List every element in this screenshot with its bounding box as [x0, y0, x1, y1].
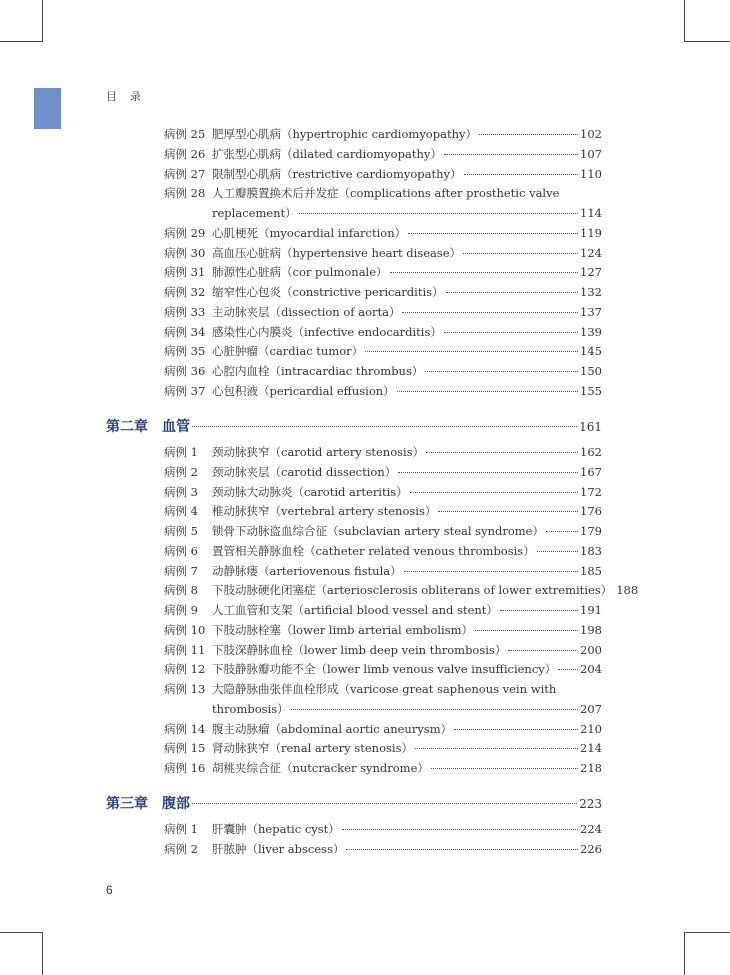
toc-entry[interactable]	[164, 484, 602, 504]
crop-mark-bottom-right-v	[684, 932, 685, 975]
case-number: 病例 4	[164, 504, 198, 519]
toc-entry[interactable]	[164, 304, 602, 324]
dot-leader	[291, 709, 578, 710]
dot-leader	[426, 452, 578, 453]
case-number: 病例 32	[164, 285, 206, 299]
dot-leader	[446, 292, 579, 293]
case-title: 感染性心内膜炎（infective endocarditis）	[212, 324, 442, 339]
toc-entry[interactable]	[164, 543, 602, 563]
dot-leader	[479, 134, 578, 135]
toc-entry[interactable]	[164, 166, 602, 186]
chapter-number: 第三章	[106, 796, 148, 812]
case-number: 病例 35	[164, 344, 206, 359]
case-title: 缩窄性心包炎（constrictive pericarditis）	[212, 285, 444, 299]
case-title: 椎动脉狭窄（vertebral artery stenosis）	[212, 504, 437, 519]
page-ref: 155	[580, 383, 602, 398]
page-ref: 145	[580, 344, 602, 359]
page-ref: 137	[580, 304, 602, 319]
case-title-continued: replacement）	[212, 206, 297, 221]
case-title: 限制型心肌病（restrictive cardiomyopathy）	[212, 166, 462, 181]
section-tab-marker	[34, 88, 61, 129]
dot-leader	[408, 233, 578, 234]
case-title: 肾动脉狭窄（renal artery stenosis）	[212, 741, 413, 756]
case-number: 病例 2	[164, 841, 198, 856]
case-number: 病例 14	[164, 721, 206, 736]
page-ref: 218	[580, 761, 602, 775]
toc-entry[interactable]	[164, 343, 602, 363]
crop-mark-bottom-right-h	[684, 932, 730, 933]
case-title: 下肢动脉栓塞（lower limb arterial embolism）	[212, 622, 473, 637]
toc-entry[interactable]	[164, 523, 602, 543]
case-number: 病例 6	[164, 543, 198, 558]
case-title: 肝脓肿（liver abscess）	[212, 841, 345, 856]
chapter-page-ref: 161	[579, 420, 602, 434]
case-title: 心包积液（pericardial effusion）	[212, 383, 395, 398]
case-number: 病例 31	[164, 265, 206, 280]
toc-entry[interactable]	[164, 563, 602, 583]
toc-entry[interactable]	[164, 681, 602, 721]
toc-entry[interactable]	[164, 760, 602, 780]
case-number: 病例 1	[164, 822, 198, 836]
toc-entry[interactable]	[164, 642, 602, 662]
dot-leader	[192, 803, 577, 804]
case-title: 颈动脉夹层（carotid dissection）	[212, 464, 397, 479]
toc-entry[interactable]	[164, 464, 602, 484]
case-number: 病例 37	[164, 383, 206, 398]
page-number: 6	[106, 883, 113, 897]
case-title: 主动脉夹层（dissection of aorta）	[212, 304, 401, 319]
dot-leader	[415, 748, 578, 749]
page-ref: 200	[580, 642, 602, 657]
toc-entry[interactable]	[164, 264, 602, 284]
dot-leader	[398, 472, 578, 473]
dot-leader	[404, 571, 578, 572]
page-ref: 185	[580, 563, 602, 578]
chapter-heading[interactable]	[106, 793, 602, 813]
page-ref: 172	[580, 484, 602, 499]
case-title: 动静脉瘘（arteriovenous fistula）	[212, 563, 402, 578]
page-ref: 110	[580, 166, 602, 181]
case-title: 心肌梗死（myocardial infarction）	[212, 225, 407, 240]
dot-leader	[299, 213, 578, 214]
page-ref: 183	[580, 543, 602, 558]
toc-entry[interactable]	[164, 582, 639, 602]
crop-mark-top-left-h	[0, 41, 42, 42]
case-title: 高血压心脏病（hypertensive heart disease）	[212, 245, 462, 260]
case-number: 病例 10	[164, 622, 206, 637]
dot-leader	[508, 650, 578, 651]
case-title: 下肢动脉硬化闭塞症（arteriosclerosis obliterans of lower extremities）	[212, 583, 613, 598]
dot-leader	[500, 610, 578, 611]
case-number: 病例 7	[164, 563, 198, 578]
page-ref: 114	[580, 206, 602, 221]
page-ref: 207	[580, 702, 602, 716]
case-number: 病例 5	[164, 524, 198, 538]
case-number: 病例 12	[164, 662, 206, 677]
chapter-title: 腹部	[162, 796, 190, 812]
dot-leader	[192, 426, 577, 427]
case-number: 病例 8	[164, 583, 198, 598]
case-number: 病例 26	[164, 146, 206, 161]
dot-leader	[454, 729, 578, 730]
page-ref: 214	[580, 741, 602, 756]
page-ref: 167	[580, 464, 602, 479]
dot-leader	[365, 351, 578, 352]
case-number: 病例 36	[164, 364, 206, 378]
dot-leader	[342, 829, 578, 830]
page-ref: 198	[580, 622, 602, 637]
toc-entry[interactable]	[164, 383, 602, 403]
toc-entry[interactable]	[164, 622, 602, 642]
case-title: 扩张型心肌病（dilated cardiomyopathy）	[212, 146, 442, 161]
toc-entry[interactable]	[164, 284, 602, 304]
dot-leader	[546, 531, 578, 532]
case-number: 病例 3	[164, 484, 198, 499]
page-ref: 226	[580, 841, 602, 856]
page-ref: 188	[616, 583, 639, 598]
crop-mark-top-right-h	[684, 41, 730, 42]
case-number: 病例 25	[164, 127, 206, 141]
toc-entry[interactable]	[164, 444, 602, 464]
case-number: 病例 27	[164, 166, 206, 181]
toc-entry[interactable]	[164, 841, 602, 861]
page-ref: 176	[580, 504, 602, 519]
toc-entry[interactable]	[164, 245, 602, 265]
crop-mark-bottom-left-v	[42, 932, 43, 975]
case-number: 病例 13	[164, 682, 206, 696]
case-title: 人工瓣膜置换术后并发症（complications after prosthetic valve	[212, 186, 560, 201]
case-title: 置管相关静脉血栓（catheter related venous thrombosis）	[212, 543, 535, 558]
case-title: 腹主动脉瘤（abdominal aortic aneurysm）	[212, 721, 453, 736]
dot-leader	[444, 154, 578, 155]
chapter-number: 第二章	[106, 419, 148, 435]
page-ref: 132	[580, 285, 602, 299]
dot-leader	[464, 174, 579, 175]
toc-entry[interactable]	[164, 363, 602, 383]
page-ref: 210	[580, 721, 602, 736]
page-ref: 139	[580, 324, 602, 339]
case-number: 病例 34	[164, 324, 206, 339]
case-title-continued: thrombosis）	[212, 702, 289, 716]
page-ref: 150	[580, 364, 602, 378]
toc-entry[interactable]	[164, 602, 602, 622]
dot-leader	[558, 669, 578, 670]
case-number: 病例 15	[164, 741, 206, 756]
page-ref: 102	[580, 127, 602, 141]
page-ref: 204	[580, 662, 602, 677]
case-title: 下肢深静脉血栓（lower limb deep vein thrombosis）	[212, 642, 507, 657]
case-number: 病例 33	[164, 304, 206, 319]
page-ref: 224	[580, 822, 602, 836]
dot-leader	[390, 272, 579, 273]
toc-entry[interactable]	[164, 146, 602, 166]
case-number: 病例 29	[164, 225, 206, 240]
toc-entry[interactable]	[164, 503, 602, 523]
page-ref: 107	[580, 146, 602, 161]
case-number: 病例 2	[164, 464, 198, 479]
toc-entry[interactable]	[164, 324, 602, 344]
dot-leader	[425, 371, 578, 372]
toc-entry[interactable]	[164, 740, 602, 760]
case-title: 颈动脉狭窄（carotid artery stenosis）	[212, 445, 425, 459]
case-number: 病例 28	[164, 186, 206, 201]
page-ref: 162	[580, 445, 602, 459]
chapter-page-ref: 223	[579, 797, 602, 811]
dot-leader	[463, 253, 578, 254]
case-number: 病例 16	[164, 761, 206, 775]
page-ref: 191	[580, 603, 602, 617]
dot-leader	[537, 551, 578, 552]
dot-leader	[397, 391, 578, 392]
crop-mark-top-left-v	[42, 0, 43, 42]
page-ref: 119	[580, 225, 602, 240]
case-title: 肺源性心脏病（cor pulmonale）	[212, 265, 388, 280]
dot-leader	[346, 849, 578, 850]
crop-mark-top-right-v	[684, 0, 685, 42]
running-header-title: 目 录	[106, 90, 142, 103]
case-number: 病例 1	[164, 445, 198, 459]
case-title: 胡桃夹综合征（nutcracker syndrome）	[212, 761, 429, 775]
page-ref: 179	[580, 524, 602, 538]
chapter-title: 血管	[162, 419, 190, 435]
page-ref: 127	[580, 265, 602, 280]
dot-leader	[410, 492, 578, 493]
case-title: 下肢静脉瓣功能不全（lower limb venous valve insufficiency）	[212, 662, 557, 677]
chapter-heading[interactable]	[106, 416, 602, 436]
dot-leader	[475, 630, 578, 631]
dot-leader	[438, 511, 578, 512]
dot-leader	[431, 768, 578, 769]
toc-entry[interactable]	[164, 821, 602, 841]
case-title: 大隐静脉曲张伴血栓形成（varicose great saphenous vein with	[212, 682, 557, 696]
toc-entry[interactable]	[164, 185, 602, 225]
dot-leader	[402, 312, 578, 313]
toc-entry[interactable]	[164, 721, 602, 741]
page-ref: 124	[580, 245, 602, 260]
case-number: 病例 9	[164, 603, 198, 617]
toc-entry[interactable]	[164, 126, 602, 146]
case-title: 肝囊肿（hepatic cyst）	[212, 822, 340, 836]
case-number: 病例 30	[164, 245, 206, 260]
toc-entry[interactable]	[164, 225, 602, 245]
case-title: 人工血管和支架（artificial blood vessel and stent）	[212, 603, 498, 617]
case-title: 肥厚型心肌病（hypertrophic cardiomyopathy）	[212, 127, 477, 141]
case-title: 锁骨下动脉盗血综合征（subclavian artery steal syndrome）	[212, 524, 544, 538]
case-title: 心腔内血栓（intracardiac thrombus）	[212, 364, 424, 378]
case-title: 颈动脉大动脉炎（carotid arteritis）	[212, 484, 408, 499]
toc-entry[interactable]	[164, 661, 602, 681]
dot-leader	[444, 332, 578, 333]
case-title: 心脏肿瘤（cardiac tumor）	[212, 344, 364, 359]
crop-mark-bottom-left-h	[0, 932, 42, 933]
case-number: 病例 11	[164, 642, 206, 657]
